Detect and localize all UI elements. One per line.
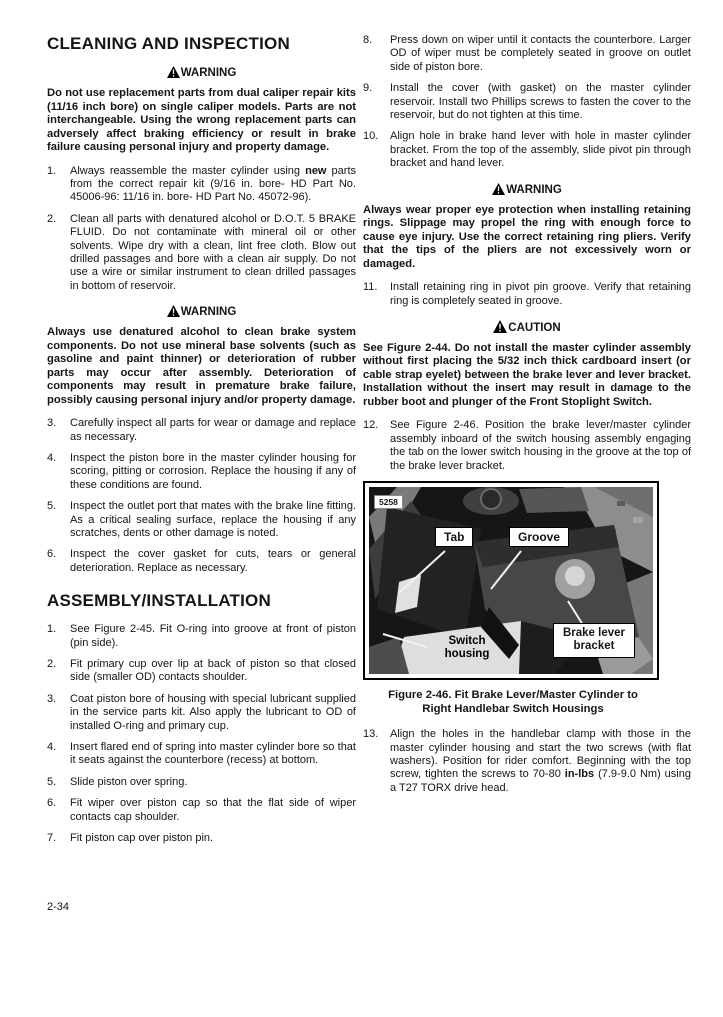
- warning-label: WARNING: [180, 306, 237, 319]
- list-item: [47, 658, 356, 685]
- list-item: [363, 130, 691, 170]
- list-item: [47, 417, 356, 444]
- item-number: 9.: [363, 82, 373, 95]
- item-number: 2.: [47, 658, 57, 671]
- callout-groove: Groove: [509, 527, 569, 547]
- section-title-assembly: ASSEMBLY/INSTALLATION: [47, 591, 271, 611]
- item-number: 7.: [47, 832, 57, 845]
- list-item: [47, 623, 356, 650]
- item-text: Inspect the outlet port that mates with the brake line fitting. As a critical sealing surface, replace the housing if any scratches, dents or other damage is noted.: [70, 500, 356, 539]
- warning-triangle-icon: [492, 183, 505, 195]
- item-number: 6.: [47, 797, 57, 810]
- item-text: Align hole in brake hand lever with hole in master cylinder bracket. From the top of the assembly, slide pivot pin through bracket and hand lever.: [390, 130, 691, 170]
- item-text: Fit primary cup over lip at back of piston so that closed side (smaller OD) contacts shoulder.: [70, 658, 356, 684]
- item-number: 4.: [47, 451, 57, 464]
- right-column: [363, 34, 691, 803]
- warning-heading: [47, 66, 356, 79]
- warning-text: Do not use replacement parts from dual caliper repair kits (11/16 inch bore) on single caliper models. Parts are not interchangeable. Using the wrong replacement parts can adversely affect braking efficiency or result in brake failure causing personal injury and property damage.: [47, 87, 356, 153]
- item-number: 3.: [47, 692, 57, 705]
- item-text: Carefully inspect all parts for wear or damage and replace as necessary.: [70, 417, 356, 443]
- caution-label: CAUTION: [508, 321, 561, 334]
- item-number: 1.: [47, 623, 57, 636]
- warning-heading: [363, 183, 691, 196]
- warning-label: WARNING: [180, 67, 237, 79]
- list-item: [47, 832, 356, 845]
- item-number: 5.: [47, 500, 57, 513]
- figure-photo: [369, 487, 653, 674]
- item-text: Coat piston bore of housing with special lubricant supplied in the service parts kit. Also apply the lubricant to OD of installed O-ring and primary cup.: [70, 692, 356, 732]
- item-text: Install the cover (with gasket) on the master cylinder reservoir. Install two Phillips screws to fasten the cover to the reservoir, but do not tighten at this time.: [390, 82, 691, 122]
- caution-text: See Figure 2-44. Do not install the master cylinder assembly without first placing the 5/32 inch thick cardboard insert (or cable strap eyelet) between the brake lever and lever bracket. Installation without the insert may result in damage to the rubber boot and plunger of the Front Stoplight Switch.: [363, 341, 691, 408]
- caution-heading: [363, 320, 691, 334]
- figure-2-46: [363, 481, 659, 680]
- item-text: Press down on wiper until it contacts the counterbore. Larger OD of wiper must be completely seated in groove on outlet side of piston bore.: [390, 34, 691, 73]
- item-number: 6.: [47, 548, 57, 561]
- list-item: [47, 548, 356, 575]
- item-text: Clean all parts with denatured alcohol or D.O.T. 5 BRAKE FLUID. Do not contaminate with mineral oil or other solvents. Wipe dry with a clean, lint free cloth. Blow out drilled passages and bore with a clean air supply. Do not use a wire or similar instrument to clean drilled passages in bottom of reservoir.: [70, 212, 356, 292]
- callout-tab: Tab: [435, 527, 473, 547]
- item-text: Slide piston over spring.: [70, 775, 188, 788]
- item-text: Align the holes in the handlebar clamp with those in the master cylinder housing and start the two screws (with flat washers). Position for rider comfort. Beginning with the top screw, tighten the screws to 70-80 in-lbs (7.9-9.0 Nm) using a T27 TORX drive head.: [390, 728, 691, 794]
- item-number: 1.: [47, 164, 57, 177]
- item-text: Insert flared end of spring into master cylinder bore so that it seats against the counterbore (recess) at bottom.: [70, 741, 356, 767]
- item-number: 8.: [363, 34, 373, 46]
- list-item: [363, 82, 691, 122]
- list-item: [363, 281, 691, 308]
- item-number: 10.: [363, 130, 379, 143]
- list-item: [47, 452, 356, 492]
- figure-caption: Figure 2-46. Fit Brake Lever/Master Cylinder to Right Handlebar Switch Housings: [388, 689, 638, 716]
- list-item: [47, 213, 356, 293]
- item-number: 12.: [363, 419, 379, 432]
- warning-heading: [47, 305, 356, 318]
- item-text: See Figure 2-46. Position the brake lever/master cylinder assembly inboard of the switch housing assembly engaging the tab on the lower switch housing in the groove at the top of the brake lever bracket.: [390, 419, 691, 472]
- item-number: 2.: [47, 212, 57, 225]
- list-item: [47, 741, 356, 768]
- item-text: Inspect the piston bore in the master cylinder housing for scoring, pitting or corrosion. Replace the housing if any of these conditions are found.: [70, 451, 356, 491]
- warning-text: Always wear proper eye protection when installing retaining rings. Slippage may propel the ring with enough force to cause eye injury. Use the correct retaining ring pliers. Verify that the tips of the pliers are not excessively worn or damaged.: [363, 203, 691, 270]
- callout-brake-lever-bracket: Brake lever bracket: [553, 623, 635, 657]
- warning-triangle-icon: [493, 320, 507, 333]
- item-number: 3.: [47, 417, 57, 430]
- list-item: [47, 797, 356, 824]
- list-item: [363, 34, 691, 74]
- item-number: 5.: [47, 775, 57, 788]
- photo-id-label: 5258: [374, 495, 403, 509]
- list-item: [47, 500, 356, 540]
- item-text: Always reassemble the master cylinder using new parts from the correct repair kit (9/16 in. bore- HD Part No. 45006-96: 11/16 in. bore- HD Part No. 45072-96).: [70, 164, 356, 204]
- warning-text: Always use denatured alcohol to clean brake system components. Do not use mineral base solvents (such as gasoline and paint thinner) or deterioration of rubber parts may occur after assembly. Deterioration of components may result in premature brake failure, possibly causing personal injury and/or property damage.: [47, 326, 356, 406]
- label-switch-housing: Switch housing: [444, 635, 490, 661]
- page-number: 2-34: [47, 901, 70, 913]
- list-item: [47, 693, 356, 733]
- warning-triangle-icon: [167, 66, 180, 78]
- warning-triangle-icon: [167, 305, 180, 317]
- item-text: Inspect the cover gasket for cuts, tears or general deterioration. Replace as necessary.: [70, 548, 356, 574]
- list-item: [363, 728, 691, 795]
- warning-label: WARNING: [506, 183, 562, 196]
- item-number: 11.: [363, 281, 378, 294]
- item-text: Fit piston cap over piston pin.: [70, 832, 214, 845]
- left-column: [47, 34, 356, 854]
- list-item: [363, 419, 691, 473]
- item-number: 4.: [47, 741, 57, 754]
- list-item: [47, 165, 356, 205]
- item-text: Install retaining ring in pivot pin groove. Verify that retaining ring is completely seated in groove.: [390, 281, 691, 307]
- item-text: Fit wiper over piston cap so that the flat side of wiper contacts cap shoulder.: [70, 797, 356, 823]
- list-item: [47, 776, 356, 789]
- section-title-cleaning: CLEANING AND INSPECTION: [47, 34, 290, 53]
- item-number: 13.: [363, 728, 379, 741]
- item-text: See Figure 2-45. Fit O-ring into groove at front of piston (pin side).: [70, 623, 356, 649]
